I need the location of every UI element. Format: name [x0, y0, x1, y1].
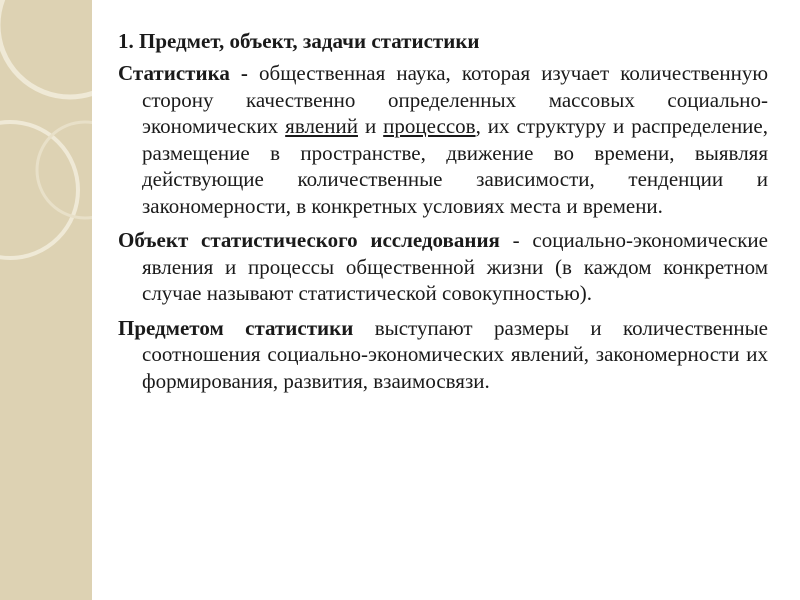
subject-text: выступают размеры и количественные соотношения социально-экономических явлений, закономерности их формирования, развития, взаимосвязи.	[142, 315, 768, 393]
decorative-side-band	[0, 0, 92, 600]
object-text: - социально-экономические явления и процессы общественной жизни (в каждом конкретном случае называют статистической совокупностью).	[142, 228, 768, 305]
definition-object	[118, 227, 768, 307]
link-phenomena[interactable]: явлений	[285, 114, 358, 138]
definition-text-a: общественная наука, которая изучает количественную сторону качественно определенных массовых социально-экономических	[142, 61, 769, 138]
term-statistics: Статистика	[118, 61, 230, 85]
link-processes[interactable]: процессов	[383, 114, 476, 138]
term-separator: -	[229, 61, 260, 85]
slide-title: 1. Предмет, объект, задачи статистики	[118, 29, 480, 53]
definition-text-c: , их структуру и распределение, размещение в пространстве, движение во времени, выявляя действующие количественные зависимости, тенденции и закономерности, в конкретных условиях места и времени.	[142, 114, 768, 218]
definition-subject	[118, 315, 768, 395]
definition-statistics	[118, 60, 768, 219]
term-subject: Предметом статистики	[118, 315, 354, 340]
definition-text-b: и	[357, 114, 384, 138]
slide-content	[118, 26, 768, 402]
decorative-rings	[0, 0, 92, 600]
term-object: Объект статистического исследования	[118, 228, 500, 252]
